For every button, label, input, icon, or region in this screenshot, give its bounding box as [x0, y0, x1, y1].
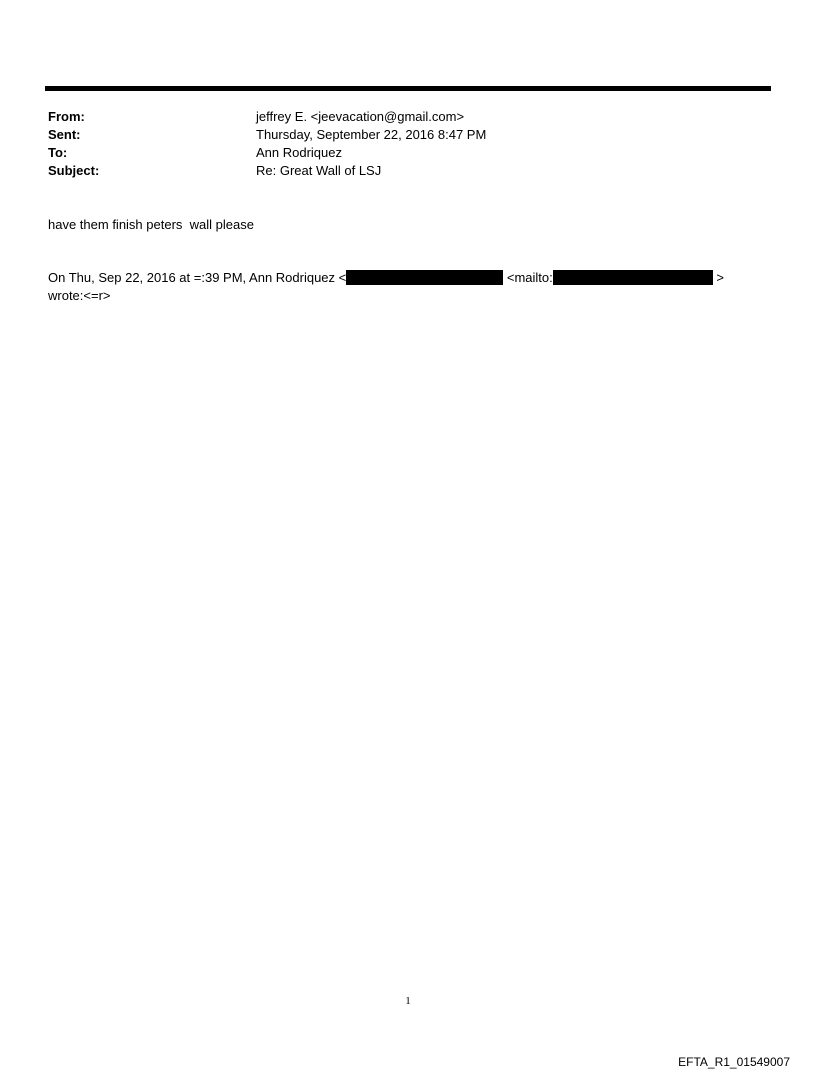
page-number: 1 — [405, 995, 411, 1007]
subject-label: Subject: — [48, 163, 100, 178]
from-label: From: — [48, 109, 85, 124]
header-row-sent — [48, 126, 748, 144]
header-row-from — [48, 108, 748, 126]
quoted-continuation: wrote:<=r> — [48, 288, 111, 303]
subject-value: Re: Great Wall of LSJ — [256, 163, 382, 178]
to-label: To: — [48, 145, 68, 160]
to-value: Ann Rodriquez — [256, 145, 342, 160]
redaction-block — [553, 270, 713, 285]
redaction-block — [346, 270, 503, 285]
quote-suffix: > — [712, 270, 724, 285]
quote-prefix: On Thu, Sep 22, 2016 at =:39 PM, Ann Rodriquez < — [48, 270, 347, 285]
header-row-subject — [48, 162, 748, 180]
document-id: EFTA_R1_01549007 — [678, 1055, 790, 1069]
from-value: jeffrey E. <jeevacation@gmail.com> — [256, 109, 465, 124]
sent-label: Sent: — [48, 127, 81, 142]
email-header — [48, 108, 748, 180]
sent-value: Thursday, September 22, 2016 8:47 PM — [256, 127, 487, 142]
quoted-attribution — [48, 269, 724, 287]
header-rule — [45, 86, 771, 91]
quote-mailto-prefix: <mailto: — [503, 270, 553, 285]
email-body: have them finish peters wall please — [48, 217, 254, 232]
header-row-to — [48, 144, 748, 162]
